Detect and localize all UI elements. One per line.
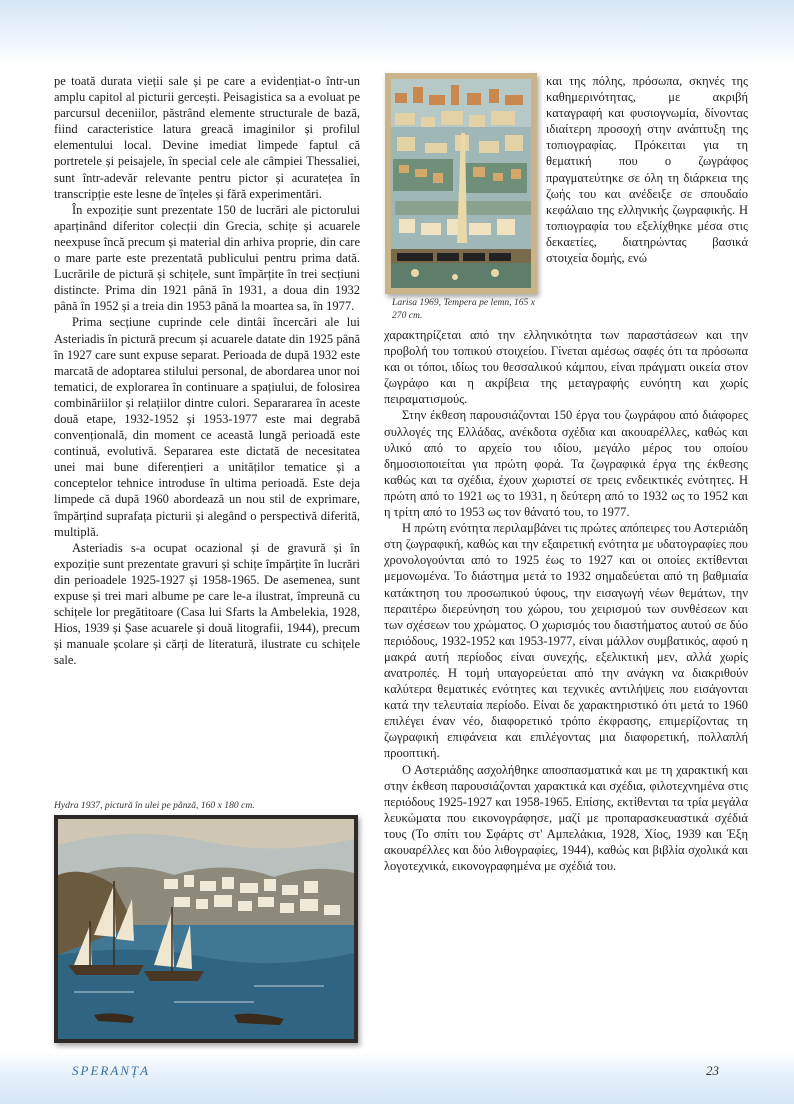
left-column: [54, 73, 360, 668]
page-number: 23: [706, 1063, 719, 1078]
right-paragraph-1: χαρακτηρίζεται από την ελληνικότητα των παραστάσεων και την προβολή του τοπικού στοιχείου. Γίνεται αμέσως σαφές ότι τα πρόσωπα και οι τόποι, ιδίως του θεσσαλικού κάμπου, είναι πράγματι οικεία στον ζωγράφο και η ακρίβεια της μεταγραφής ευνόητη και χωρίς πειραματισμούς.: [384, 328, 748, 407]
right-paragraph-2: Στην έκθεση παρουσιάζονται 150 έργα του ζωγράφου από διάφορες συλλογές της Ελλάδας, ανέκδοτα σχέδια και ακουαρέλλες, καθώς και υλικό από το αρχείο του ιδίου, μεγάλο μέρος του οποίου δημοσιοποιείται για πρώτη φορά. Τα ζωγραφικά έργα της έκθεσης καθώς και τα σχέδια, έχουν χωριστεί σε τρεις ενδεικτικές ενότητες. Η πρώτη από το 1921 ως το 1931, η δεύτερη από το 1932 ως το 1952 και η τρίτη από το 1953 ως τον θάνατό του, το 1977.: [384, 408, 748, 520]
left-paragraph-4: Asteriadis s-a ocupat ocazional și de gravură și în expoziție sunt prezentate gravuri și schițe împărțite în lucrări din perioadele 1925-1927 și 1958-1965. De asemenea, sunt expuse și trei mari albume pe care le-a ilustrat, împreună cu schițele lor pregătitoare (Casa lui Sfarts la Ambelekia, 1928, Hios, 1939 și Șase acuarele și două litografii, 1944), precum și manuale școlare și cărți de literatură, ilustrate cu schițele sale.: [54, 540, 360, 668]
footer-title: SPERANȚA: [72, 1063, 151, 1078]
right-top-paragraph: και της πόλης, πρόσωπα, σκηνές της καθημερινότητας, με ακριβή καταγραφή και φυσιογνωμία, δίνοντας ιδιαίτερη προσοχή στην ανάπτυξη της τοπιογραφίας. Πρόκειται για τη θεματική που ο ζωγράφος πραγματεύτηκε σε όλη τη διάρκεια της ζωής του και ανέδειξε σε σπουδαίο κεφάλαιο της ελληνικής ζωγραφικής. Η τοπιογραφία του εξελίχθηκε μέσα στις δεκαετίες, διατηρώντας βασικά στοιχεία δομής, ενώ: [546, 74, 748, 266]
right-top-column: [546, 73, 748, 266]
larisa-painting: [385, 73, 537, 294]
larisa-caption: Larisa 1969, Tempera pe lemn, 165 x 270 cm.: [392, 297, 536, 321]
right-paragraph-4: Ο Αστεριάδης ασχολήθηκε αποσπασματικά και με τη χαρακτική και στην έκθεση παρουσιάζονται χαρακτικά και σχέδια, φιλοτεχνημένα στις περιόδους 1925-1927 και 1958-1965. Επίσης, εκτίθενται τα τρία μεγάλα λευκώματα που εικονογράφησε, μαζί με προπαρασκευαστικά σχέδιά τους (Το σπίτι του Σφάρτς στ' Αμπελάκια, 1928, Χίος, 1939 και Έξη ακουαρέλλες και δύο λιθογραφίες, 1944), καθώς και βιβλία σχολικά και λογοτεχνικά, εικονογραφημένα με σχέδιά του.: [384, 762, 748, 874]
right-paragraph-3: Η πρώτη ενότητα περιλαμβάνει τις πρώτες απόπειρες του Αστεριάδη στη ζωγραφική, καθώς και την εξαιρετική ενότητα με υδατογραφίες που χρονολογούνται από το 1925 έως το 1927 και οι οποίες εκτίθενται μεμονωμένα. Το διάστημα μετά το 1932 σημαδεύεται από τη βαθμιαία κατάκτηση του προσωπικού ύφους, την εισαγωγή νέων θεμάτων, την περαιτέρω διερεύνηση του χώρου, του χειρισμού των συνθέσεων και των σχέσεων του χρώματος. Ο χωρισμός του διαστήματος αυτού σε δύο περιόδους, 1932-1952 και 1953-1977, είναι μάλλον συμβατικός, αφού η μακρά αυτή περίοδος είναι συνεχής, εξελικτική μεν, αλλά χωρίς ανατροπές. Η τομή υπαγορεύεται από την ανάγκη να διακριθούν καλύτερα θεματικές ενότητες και τεχνικές αντιλήψεις που εισάγονται κατά την τελευταία περίοδο. Είναι δε χαρακτηριστικό ότι μετά το 1960 επιλέγει έναν νέο, διαφορετικό τρόπο έκφρασης, επιμερίζοντας τη ζωγραφική επιφάνεια και επιλέγοντας μια διαφορετική, πολλαπλή προοπτική.: [384, 521, 748, 761]
right-main-column: [384, 327, 748, 874]
hydra-caption: Hydra 1937, pictură în ulei pe pânză, 160 x 180 cm.: [54, 800, 255, 811]
left-paragraph-1: pe toată durata vieții sale și pe care a evidențiat-o într-un amplu capitol al picturii gercești. Peisagistica sa a evoluat pe parcursul deceniilor, păstrând elemente structurale de bază, fiind caracteristice latura greacă imaginilor și profilul elementului local. Devine imediat limpede faptul că portretele și peisajele, în special cele ale câmpiei Thessaliei, sunt într-adevăr relevante pentru pictor și acuratețea în transcripție este lesne de înțeles și fără experimentări.: [54, 74, 360, 201]
left-paragraph-3: Prima secțiune cuprinde cele dintâi încercări ale lui Asteriadis în pictură precum și acuarele datate din 1925 până în 1927 care sunt expuse separat. Perioada de după 1932 este marcată de adoptarea stilului personal, de abordarea unor noi tematici, de explorarea în continuare a spațiului, de folosirea combinăriilor și relațiilor dintre culori. Separararea în aceste două etape, 1932-1952 și 1953-1977 este mai degrabă convențională, din moment ce această lungă perioadă este continuă, evolutivă. Separarea este dictată de necesitatea unei mai bune diferențieri a unităților tematice și a conceptelor tehnice introduse în ultima perioadă. Este deja limpede că după 1960 abordează un nou stil de exprimare, împărțind suprafața picturii și alegând o perspectivă diferită, multiplă.: [54, 315, 360, 539]
hydra-painting: [54, 815, 358, 1043]
left-paragraph-2: În expoziție sunt prezentate 150 de lucrări ale pictorului aparținând diferitor colecții din Grecia, schițe și acuarele neexpuse încă precum și material din arhiva proprie, din care o mare parte este prezentată publicului pentru prima dată. Lucrările de pictură și schițele, sunt împărțite în trei secțiuni distincte. Prima din 1921 până în 1931, a doua din 1932 până în 1952 și a treia din 1953 până la moartea sa, în 1977.: [54, 202, 360, 314]
header-band: [0, 0, 794, 64]
